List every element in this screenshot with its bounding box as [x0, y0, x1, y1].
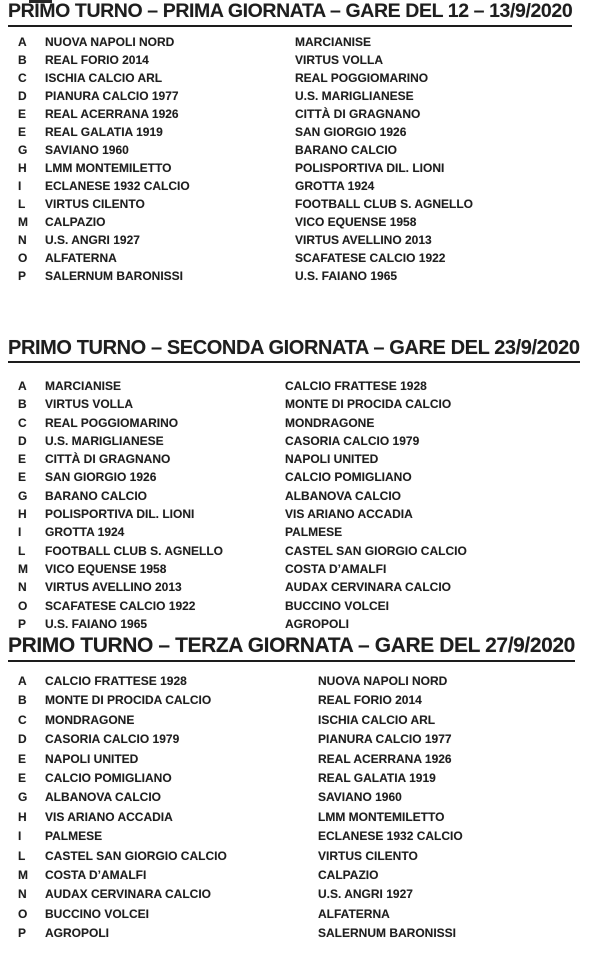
- away-team: FOOTBALL CLUB S. AGNELLO: [295, 197, 473, 211]
- away-team: ISCHIA CALCIO ARL: [318, 712, 436, 727]
- home-team: BUCCINO VOLCEI: [45, 906, 150, 921]
- home-team: PIANURA CALCIO 1977: [45, 89, 179, 103]
- match-row: [0, 827, 600, 846]
- home-team: CALCIO POMIGLIANO: [45, 770, 172, 785]
- match-letter: L: [18, 848, 26, 863]
- match-letter: A: [18, 379, 27, 393]
- section-title-text: PRIMO TURNO – TERZA GIORNATA – GARE DEL 27/9/2020: [8, 634, 575, 662]
- match-row: [0, 159, 600, 177]
- match-list: [0, 377, 600, 633]
- away-team: ALFATERNA: [318, 906, 390, 921]
- away-team: SAVIANO 1960: [318, 790, 402, 805]
- home-team: ALFATERNA: [45, 251, 117, 265]
- home-team: MONDRAGONE: [45, 712, 135, 727]
- match-letter: I: [18, 829, 22, 844]
- match-row: [0, 730, 600, 749]
- home-team: GROTTA 1924: [45, 525, 125, 540]
- match-row: [0, 33, 600, 51]
- match-letter: M: [18, 867, 28, 882]
- away-team: BUCCINO VOLCEI: [285, 598, 390, 613]
- match-row: [0, 866, 600, 885]
- away-team: U.S. FAIANO 1965: [295, 269, 398, 283]
- match-letter: A: [18, 674, 27, 688]
- match-row: [0, 769, 600, 788]
- away-team: VICO EQUENSE 1958: [295, 215, 417, 229]
- match-row: [0, 560, 600, 578]
- match-row: [0, 249, 600, 267]
- match-row: [0, 847, 600, 866]
- match-letter: O: [18, 251, 28, 265]
- section-title-text: PRIMO TURNO – PRIMA GIORNATA – GARE DEL 12 – 13/9/2020: [8, 1, 572, 27]
- match-letter: B: [18, 397, 27, 412]
- home-team: U.S. ANGRI 1927: [45, 233, 140, 247]
- match-letter: D: [18, 89, 27, 103]
- away-team: AGROPOLI: [285, 616, 350, 631]
- away-team: ECLANESE 1932 CALCIO: [318, 829, 463, 844]
- match-row: [0, 615, 600, 633]
- home-team: CALCIO FRATTESE 1928: [45, 674, 187, 688]
- match-letter: L: [18, 197, 26, 211]
- match-row: [0, 808, 600, 827]
- home-team: VICO EQUENSE 1958: [45, 561, 167, 576]
- away-team: SAN GIORGIO 1926: [295, 125, 407, 139]
- away-team: LMM MONTEMILETTO: [318, 809, 445, 824]
- match-letter: B: [18, 53, 27, 67]
- match-row: [0, 87, 600, 105]
- home-team: MARCIANISE: [45, 379, 122, 393]
- match-letter: E: [18, 452, 27, 467]
- match-letter: I: [18, 179, 22, 193]
- match-letter: N: [18, 233, 27, 247]
- match-row: [0, 578, 600, 596]
- match-row: [0, 523, 600, 541]
- away-team: CASTEL SAN GIORGIO CALCIO: [285, 543, 467, 558]
- match-letter: H: [18, 809, 27, 824]
- away-team: CITTÀ DI GRAGNANO: [295, 107, 421, 121]
- away-team: VIS ARIANO ACCADIA: [285, 507, 413, 522]
- match-row: [0, 177, 600, 195]
- away-team: MONDRAGONE: [285, 415, 375, 430]
- match-row: [0, 377, 600, 395]
- away-team: REAL FORIO 2014: [318, 693, 422, 708]
- home-team: BARANO CALCIO: [45, 488, 147, 503]
- section-title: [8, 634, 575, 662]
- match-letter: P: [18, 616, 27, 631]
- match-row: [0, 231, 600, 249]
- match-letter: P: [18, 269, 27, 283]
- match-row: [0, 141, 600, 159]
- home-team: VIRTUS VOLLA: [45, 397, 134, 412]
- match-row: [0, 924, 600, 943]
- home-team: CASORIA CALCIO 1979: [45, 732, 180, 747]
- section-title: [8, 1, 572, 27]
- home-team: ALBANOVA CALCIO: [45, 790, 161, 805]
- match-row: [0, 432, 600, 450]
- away-team: MARCIANISE: [295, 35, 372, 49]
- home-team: SAVIANO 1960: [45, 143, 129, 157]
- away-team: CALPAZIO: [318, 867, 379, 882]
- home-team: VIRTUS CILENTO: [45, 197, 145, 211]
- match-letter: E: [18, 107, 27, 121]
- match-letter: N: [18, 580, 27, 595]
- match-letter: B: [18, 693, 27, 708]
- home-team: NAPOLI UNITED: [45, 751, 139, 766]
- home-team: VIRTUS AVELLINO 2013: [45, 580, 182, 595]
- match-row: [0, 123, 600, 141]
- match-letter: H: [18, 161, 27, 175]
- away-team: REAL POGGIOMARINO: [295, 71, 429, 85]
- match-row: [0, 788, 600, 807]
- home-team: CALPAZIO: [45, 215, 106, 229]
- match-letter: E: [18, 470, 27, 485]
- match-letter: C: [18, 71, 27, 85]
- match-row: [0, 51, 600, 69]
- match-letter: I: [18, 525, 22, 540]
- match-row: [0, 905, 600, 924]
- away-team: COSTA D’AMALFI: [285, 561, 387, 576]
- home-team: SCAFATESE CALCIO 1922: [45, 598, 196, 613]
- match-list: [0, 33, 600, 285]
- home-team: ECLANESE 1932 CALCIO: [45, 179, 190, 193]
- home-team: CITTÀ DI GRAGNANO: [45, 452, 171, 467]
- match-letter: H: [18, 507, 27, 522]
- away-team: VIRTUS AVELLINO 2013: [295, 233, 432, 247]
- away-team: MONTE DI PROCIDA CALCIO: [285, 397, 452, 412]
- match-row: [0, 267, 600, 285]
- match-row: [0, 69, 600, 87]
- home-team: U.S. FAIANO 1965: [45, 616, 148, 631]
- match-letter: G: [18, 143, 28, 157]
- match-letter: O: [18, 598, 28, 613]
- section-title: [8, 337, 580, 363]
- match-letter: E: [18, 770, 27, 785]
- match-list: [0, 672, 600, 943]
- home-team: U.S. MARIGLIANESE: [45, 433, 164, 448]
- home-team: REAL POGGIOMARINO: [45, 415, 179, 430]
- section-title-text: PRIMO TURNO – SECONDA GIORNATA – GARE DEL 23/9/2020: [8, 337, 580, 363]
- match-row: [0, 213, 600, 231]
- match-letter: M: [18, 561, 28, 576]
- match-row: [0, 195, 600, 213]
- match-letter: P: [18, 926, 27, 941]
- match-letter: C: [18, 712, 27, 727]
- home-team: POLISPORTIVA DIL. LIONI: [45, 507, 195, 522]
- match-row: [0, 672, 600, 691]
- match-letter: N: [18, 887, 27, 902]
- match-letter: E: [18, 125, 27, 139]
- match-letter: D: [18, 433, 27, 448]
- match-letter: D: [18, 732, 27, 747]
- match-letter: M: [18, 215, 28, 229]
- home-team: SAN GIORGIO 1926: [45, 470, 157, 485]
- away-team: VIRTUS VOLLA: [295, 53, 384, 67]
- home-team: REAL GALATIA 1919: [45, 125, 163, 139]
- match-row: [0, 691, 600, 710]
- away-team: VIRTUS CILENTO: [318, 848, 418, 863]
- match-row: [0, 395, 600, 413]
- match-letter: C: [18, 415, 27, 430]
- match-row: [0, 505, 600, 523]
- away-team: BARANO CALCIO: [295, 143, 397, 157]
- away-team: NAPOLI UNITED: [285, 452, 379, 467]
- away-team: NUOVA NAPOLI NORD: [318, 674, 448, 688]
- home-team: AUDAX CERVINARA CALCIO: [45, 887, 212, 902]
- home-team: REAL ACERRANA 1926: [45, 107, 179, 121]
- away-team: ALBANOVA CALCIO: [285, 488, 401, 503]
- home-team: REAL FORIO 2014: [45, 53, 149, 67]
- home-team: PALMESE: [45, 829, 103, 844]
- away-team: CALCIO FRATTESE 1928: [285, 379, 427, 393]
- match-row: [0, 597, 600, 615]
- home-team: FOOTBALL CLUB S. AGNELLO: [45, 543, 223, 558]
- home-team: SALERNUM BARONISSI: [45, 269, 184, 283]
- match-row: [0, 468, 600, 486]
- away-team: CASORIA CALCIO 1979: [285, 433, 420, 448]
- match-row: [0, 542, 600, 560]
- match-row: [0, 487, 600, 505]
- home-team: NUOVA NAPOLI NORD: [45, 35, 175, 49]
- home-team: VIS ARIANO ACCADIA: [45, 809, 173, 824]
- match-row: [0, 105, 600, 123]
- match-row: [0, 450, 600, 468]
- away-team: U.S. ANGRI 1927: [318, 887, 413, 902]
- away-team: SALERNUM BARONISSI: [318, 926, 457, 941]
- away-team: PIANURA CALCIO 1977: [318, 732, 452, 747]
- away-team: U.S. MARIGLIANESE: [295, 89, 414, 103]
- away-team: CALCIO POMIGLIANO: [285, 470, 412, 485]
- home-team: CASTEL SAN GIORGIO CALCIO: [45, 848, 227, 863]
- match-letter: G: [18, 790, 28, 805]
- away-team: REAL ACERRANA 1926: [318, 751, 452, 766]
- away-team: POLISPORTIVA DIL. LIONI: [295, 161, 445, 175]
- match-letter: G: [18, 488, 28, 503]
- home-team: MONTE DI PROCIDA CALCIO: [45, 693, 212, 708]
- match-letter: L: [18, 543, 26, 558]
- match-letter: A: [18, 35, 27, 49]
- away-team: AUDAX CERVINARA CALCIO: [285, 580, 452, 595]
- home-team: AGROPOLI: [45, 926, 110, 941]
- home-team: COSTA D’AMALFI: [45, 867, 147, 882]
- match-letter: E: [18, 751, 27, 766]
- match-row: [0, 711, 600, 730]
- away-team: SCAFATESE CALCIO 1922: [295, 251, 446, 265]
- away-team: GROTTA 1924: [295, 179, 375, 193]
- match-row: [0, 414, 600, 432]
- away-team: REAL GALATIA 1919: [318, 770, 436, 785]
- home-team: ISCHIA CALCIO ARL: [45, 71, 163, 85]
- away-team: PALMESE: [285, 525, 343, 540]
- match-row: [0, 750, 600, 769]
- match-row: [0, 885, 600, 904]
- match-letter: O: [18, 906, 28, 921]
- home-team: LMM MONTEMILETTO: [45, 161, 172, 175]
